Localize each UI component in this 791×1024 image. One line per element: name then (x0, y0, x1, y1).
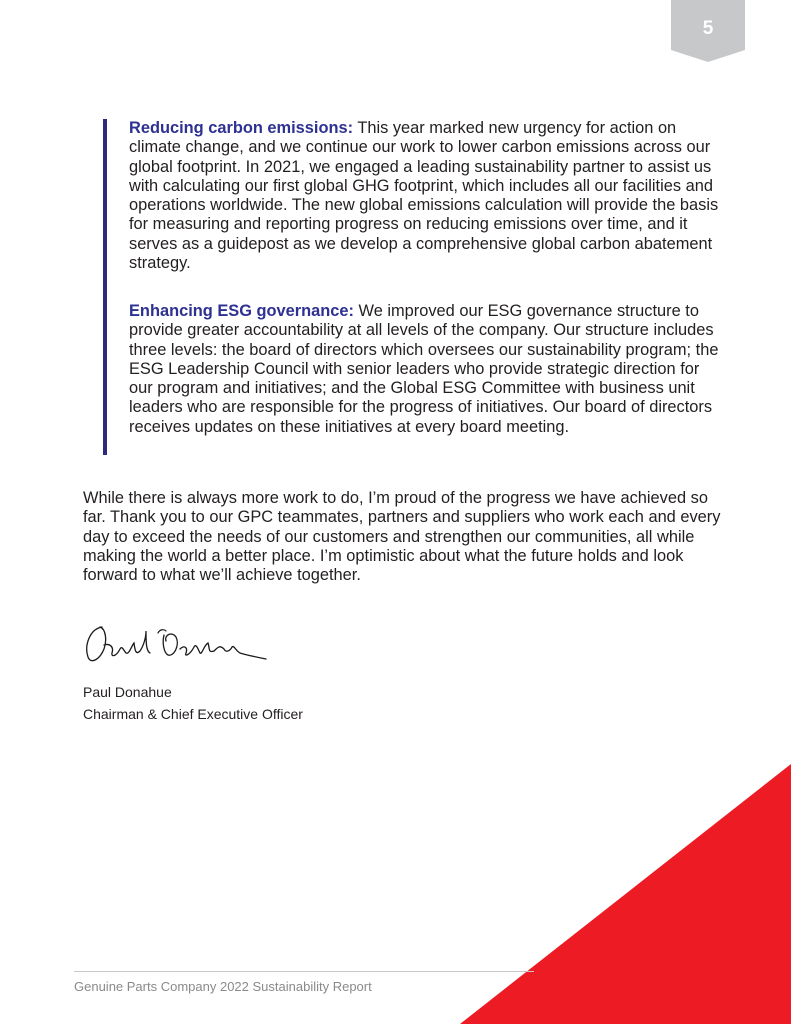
esg-governance-paragraph (129, 302, 723, 437)
esg-governance-text: We improved our ESG governance structure to provide greater accountability at all levels of the company. Our structure includes three levels: the board of directors which oversees our sustainability program; the ESG Leadership Council with senior leaders who provide strategic direction for our program and initiatives; and the Global ESG Committee with business unit leaders who are responsible for the progress of initiatives. Our board of directors receives updates on these initiatives at every board meeting. (129, 302, 719, 436)
signatory-title: Chairman & Chief Executive Officer (83, 706, 303, 722)
quote-accent-bar (103, 119, 107, 455)
signatory-name: Paul Donahue (83, 684, 172, 700)
esg-governance-heading: Enhancing ESG governance: (129, 302, 354, 320)
closing-paragraph: While there is always more work to do, I’m proud of the progress we have achieved so far. Thank you to our GPC teammates, partners and suppliers who work each and every day to exceed the needs of our customers and strengthen our communities, all while making the world a better place. I’m optimistic about what the future holds and look forward to what we’ll achieve together. (83, 489, 721, 585)
carbon-emissions-text: This year marked new urgency for action on climate change, and we continue our work to lower carbon emissions across our global footprint. In 2021, we engaged a leading sustainability partner to assist us with calculating our first global GHG footprint, which includes all our facilities and operations worldwide. The new global emissions calculation will provide the basis for measuring and reporting progress on reducing emissions over time, and it serves as a guidepost as we develop a comprehensive global carbon abatement strategy. (129, 119, 719, 273)
page-number: 5 (702, 18, 714, 39)
carbon-emissions-paragraph (129, 119, 723, 273)
footer-report-title: Genuine Parts Company 2022 Sustainability Report (74, 979, 372, 994)
footer-divider (74, 971, 534, 972)
carbon-emissions-heading: Reducing carbon emissions: (129, 119, 354, 137)
signature-image (80, 615, 270, 671)
page-number-tab (671, 0, 745, 62)
